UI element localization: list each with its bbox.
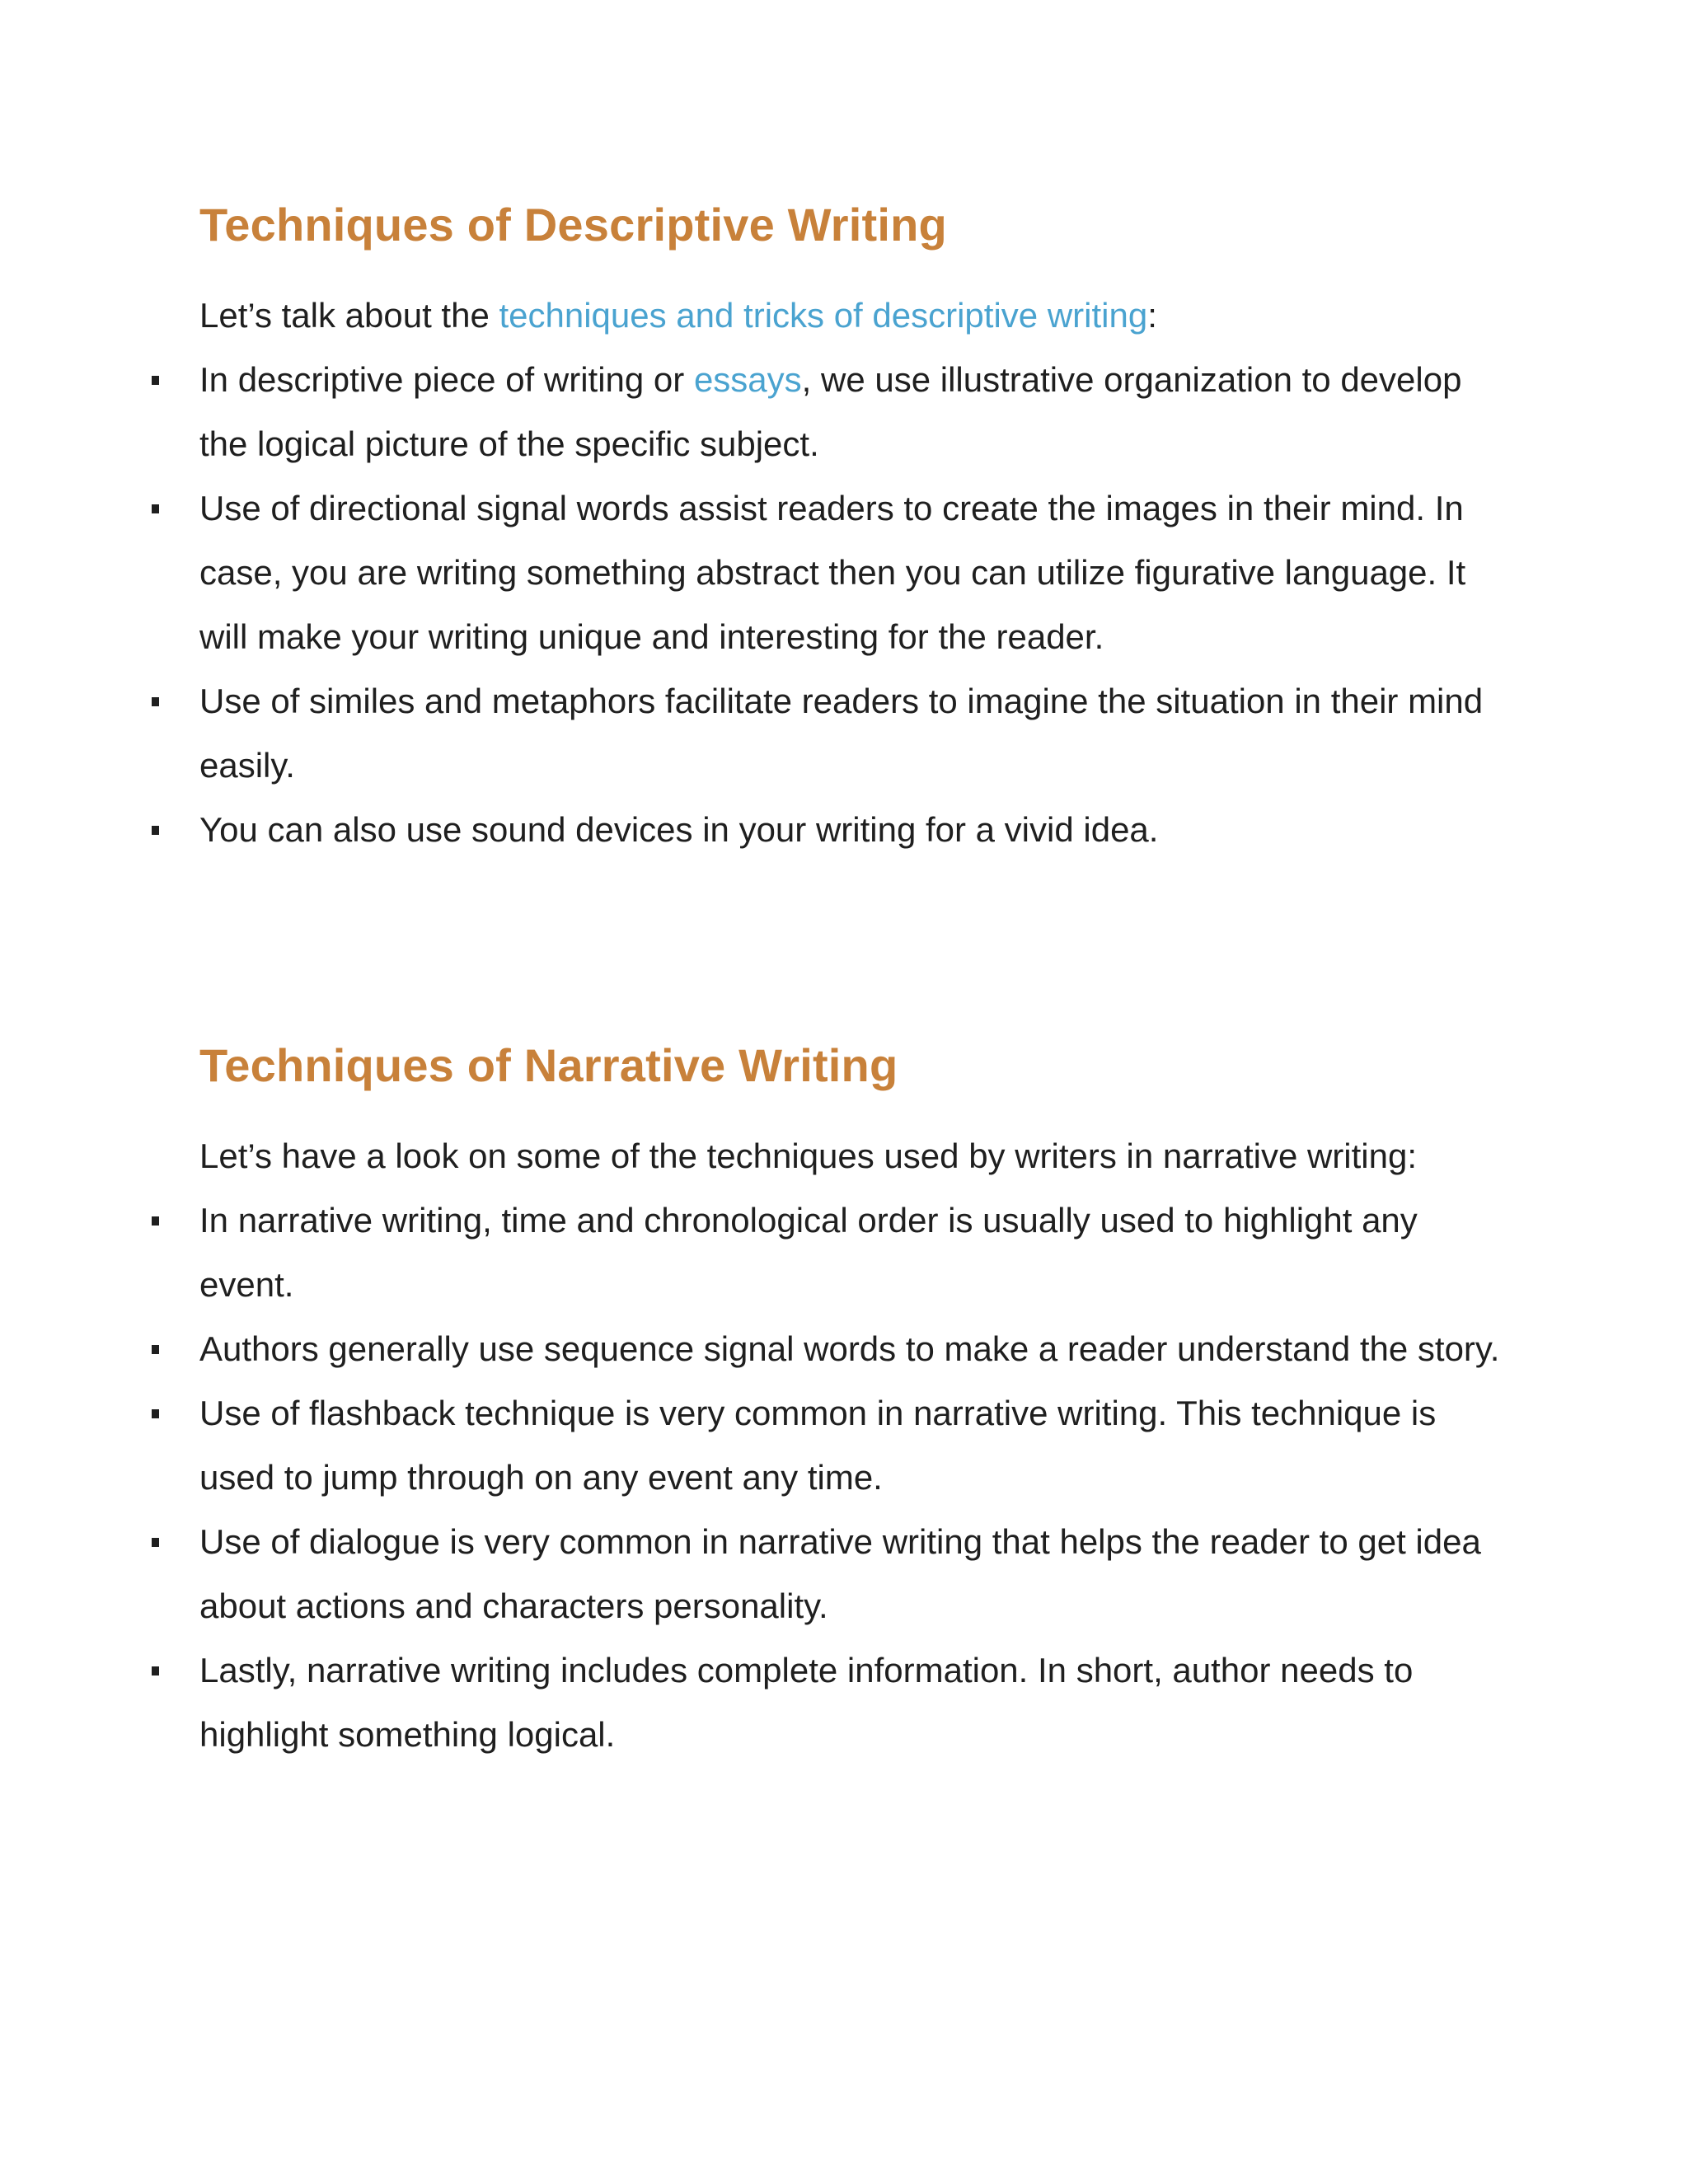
square-bullet-icon [152, 1666, 159, 1675]
list-item [199, 1188, 1502, 1317]
list-item [199, 1317, 1502, 1381]
descriptive-bullet-list [199, 348, 1502, 862]
bullet-text: Authors generally use sequence signal words to make a reader understand the story. [199, 1329, 1500, 1368]
square-bullet-icon [152, 826, 159, 835]
bullet-text: In descriptive piece of writing or [199, 360, 694, 399]
narrative-bullet-list [199, 1188, 1502, 1767]
list-item [199, 669, 1502, 798]
bullet-text: You can also use sound devices in your writing for a vivid idea. [199, 810, 1159, 849]
square-bullet-icon [152, 1538, 159, 1547]
square-bullet-icon [152, 1216, 159, 1226]
descriptive-techniques-link[interactable]: techniques and tricks of descriptive writing [499, 296, 1148, 335]
bullet-text: Use of similes and metaphors facilitate readers to imagine the situation in their mind easily. [199, 682, 1484, 785]
bullet-text: Use of dialogue is very common in narrative writing that helps the reader to get idea about actions and characters personality. [199, 1522, 1481, 1625]
descriptive-intro-text: Let’s talk about the [199, 296, 499, 335]
square-bullet-icon [152, 504, 159, 513]
bullet-text: Use of flashback technique is very common in narrative writing. This technique is used to jump through on any event any time. [199, 1394, 1437, 1497]
narrative-writing-section [199, 1029, 1502, 1767]
square-bullet-icon [152, 1409, 159, 1418]
bullet-text: Use of directional signal words assist readers to create the images in their mind. In case, you are writing something abstract then you can utilize figurative language. It will make your writing unique and interesting for the reader. [199, 489, 1466, 656]
square-bullet-icon [152, 697, 159, 706]
narrative-intro: Let’s have a look on some of the techniques used by writers in narrative writing: [199, 1137, 1418, 1175]
list-item [199, 476, 1502, 669]
descriptive-intro [199, 284, 1485, 348]
essays-link[interactable]: essays [693, 360, 802, 399]
bullet-text: , we use illustrative organization to develop the logical picture of the specific subject. [199, 360, 1462, 463]
bullet-text: Lastly, narrative writing includes complete information. In short, author needs to highlight something logical. [199, 1651, 1414, 1754]
list-item [199, 1638, 1502, 1767]
descriptive-heading: Techniques of Descriptive Writing [199, 199, 947, 251]
descriptive-writing-section [199, 188, 1502, 862]
descriptive-intro-colon: : [1147, 296, 1157, 335]
square-bullet-icon [152, 1345, 159, 1354]
list-item [199, 1510, 1502, 1638]
list-item [199, 348, 1502, 476]
narrative-heading: Techniques of Narrative Writing [199, 1039, 898, 1091]
bullet-text: In narrative writing, time and chronological order is usually used to highlight any event. [199, 1201, 1418, 1304]
square-bullet-icon [152, 376, 159, 385]
list-item [199, 1381, 1502, 1510]
list-item [199, 798, 1502, 862]
